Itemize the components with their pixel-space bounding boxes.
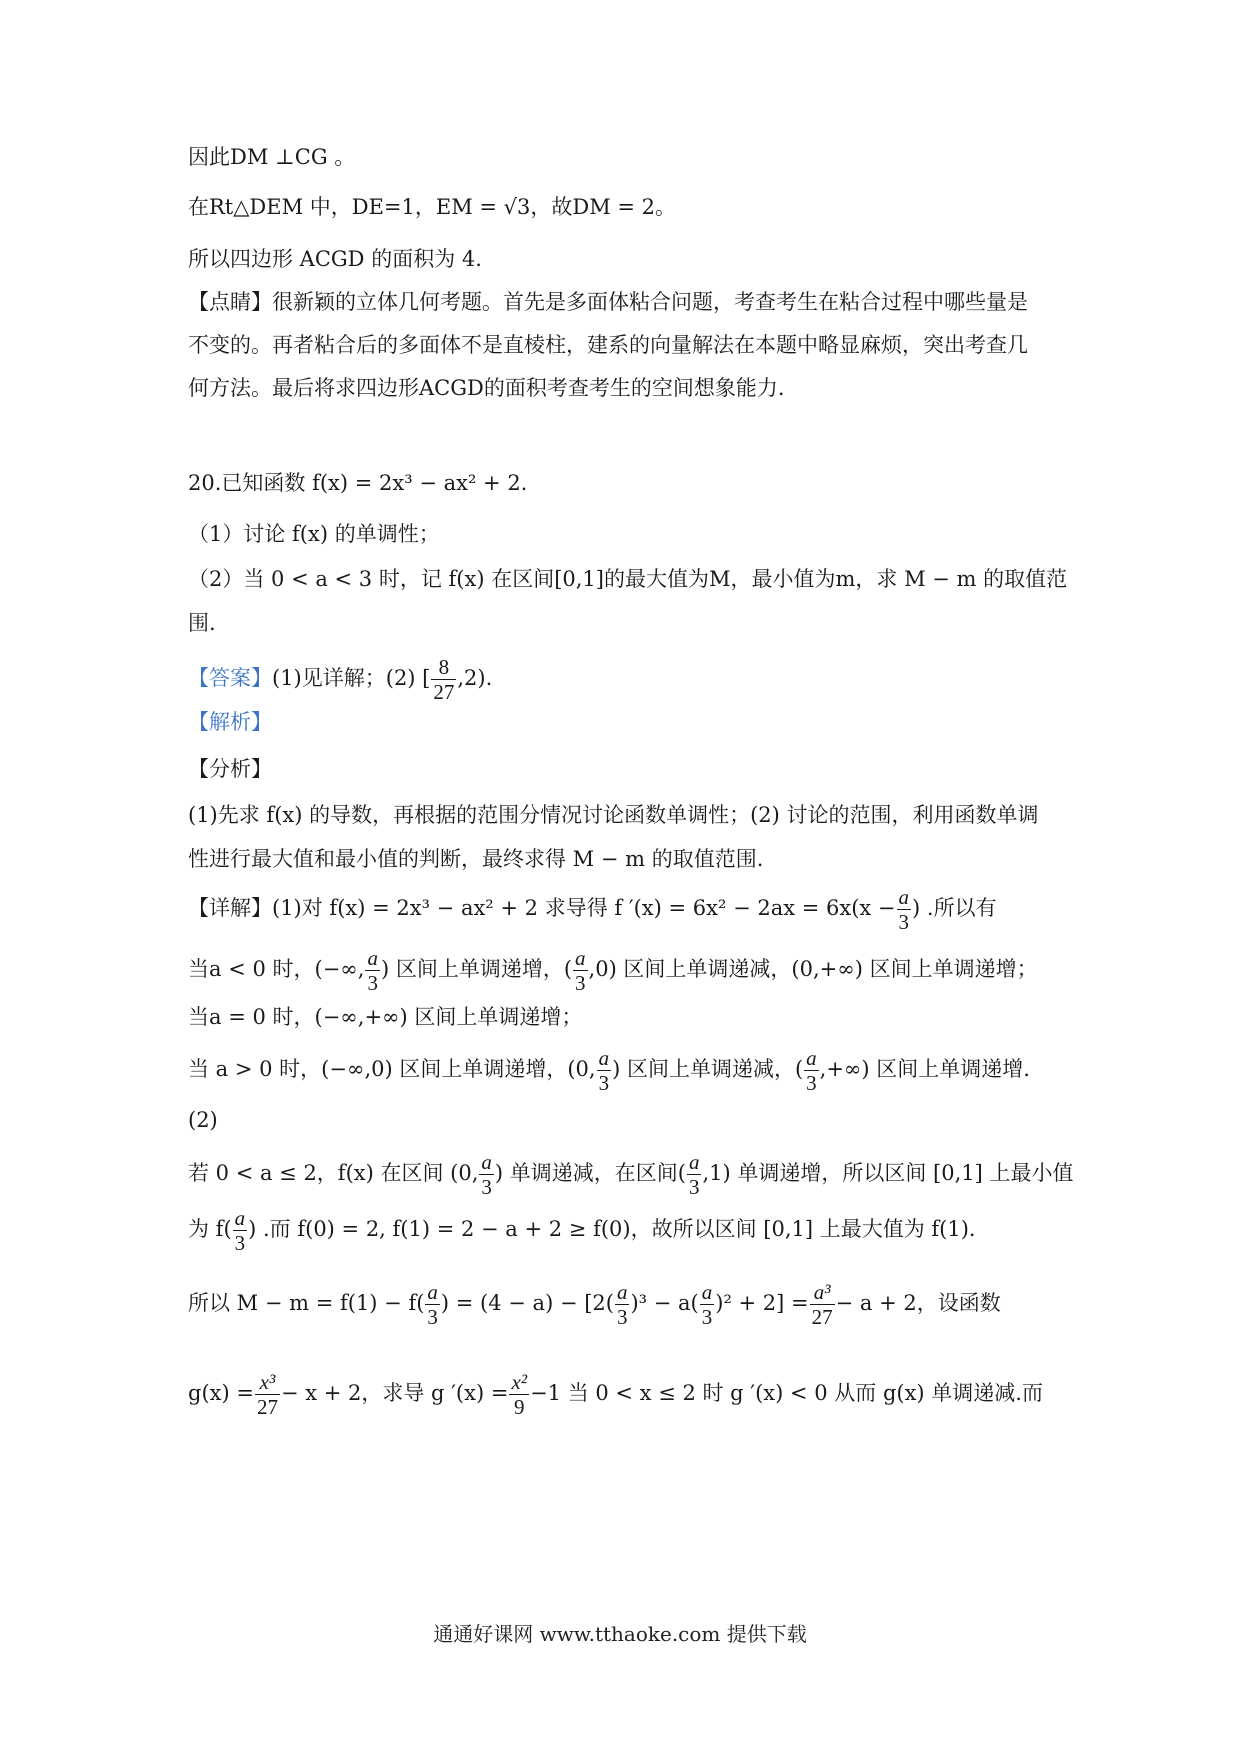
fraction: $\frac{a}{3}$ <box>701 1280 713 1329</box>
fraction: $\frac{a}{3}$ <box>575 946 586 995</box>
answer-line: 【答案】(1)见详解；(2) [ $\frac{8}{27}$ ,2). <box>188 655 493 704</box>
detail-case-a-zero: 当a = 0 时，(−∞,+∞) 区间上单调递增； <box>188 1005 583 1029</box>
fraction: $\frac{a}{3}$ <box>616 1280 628 1329</box>
page-footer: 通通好课网 www.tthaoke.com 提供下载 <box>433 1622 807 1646</box>
text-line-2: 在Rt△DEM 中，DE=1，EM = √3，故DM = 2。 <box>188 195 677 219</box>
detail-line-1: 【详解】(1)对 f(x) = 2x³ − ax² + 2 求导得 f ′(x) = 6x² − 2ax = 6x(x − $\frac{a}{3}$ ) .所以有 <box>188 885 997 934</box>
part-2-case-1: 若 0 < a ≤ 2，f(x) 在区间 (0, $\frac{a}{3}$ ) 单调递减，在区间( $\frac{a}{3}$ ,1) 单调递增，所以区间 [0,1] 上最小值 <box>188 1150 1074 1199</box>
analysis-tag: 【解析】 <box>188 710 272 734</box>
fenxi-heading: 【分析】 <box>188 757 272 781</box>
text-line-5: 不变的。再者粘合后的多面体不是直棱柱，建系的向量解法在本题中略显麻烦，突出考查几 <box>188 333 1028 357</box>
detail-case-a-positive: 当 a > 0 时，(−∞,0) 区间上单调递增，(0, $\frac{a}{3}$ ) 区间上单调递减，( $\frac{a}{3}$ ,+∞) 区间上单调递增. <box>188 1046 1030 1095</box>
fraction: $\frac{a}{3}$ <box>598 1046 610 1095</box>
question-20-part-2-cont: 围. <box>188 611 216 635</box>
fraction: $\frac{a}{3}$ <box>367 946 378 995</box>
part-2-function-g: g(x) = $\frac{\text{x³}}{27}$ − x + 2，求导 g ′(x) = $\frac{\text{x²}}{9}$ −1 当 0 < x ≤ 2 时 g ′(x) < 0 从而 g(x) 单调递减.而 <box>188 1370 1043 1419</box>
fraction: $\frac{a}{3}$ <box>898 885 910 934</box>
text-line-3: 所以四边形 ACGD 的面积为 4. <box>188 247 482 271</box>
fenxi-line-1: (1)先求 f(x) 的导数，再根据的范围分情况讨论函数单调性；(2) 讨论的范围，利用函数单调 <box>188 803 1039 827</box>
fraction: $\frac{a}{3}$ <box>688 1150 700 1199</box>
text-line-4: 【点睛】很新颖的立体几何考题。首先是多面体粘合问题，考查考生在粘合过程中哪些量是 <box>188 290 1028 314</box>
detail-case-a-negative: 当a < 0 时，(−∞, $\frac{a}{3}$ ) 区间上单调递增，( $\frac{a}{3}$ ,0) 区间上单调递减，(0,+∞) 区间上单调递增； <box>188 946 1038 995</box>
part-2-min-max: 为 f( $\frac{a}{3}$ ) .而 f(0) = 2, f(1) = 2 − a + 2 ≥ f(0)，故所以区间 [0,1] 上最大值为 f(1). <box>188 1206 976 1255</box>
fraction: $\frac{\text{a³}}{27}$ <box>811 1280 833 1329</box>
fraction: $\frac{\text{x²}}{9}$ <box>511 1370 528 1419</box>
part-2-label: (2) <box>188 1108 218 1132</box>
question-20-part-2: （2）当 0 < a < 3 时，记 f(x) 在区间[0,1]的最大值为M，最小值为m，求 M − m 的取值范 <box>188 567 1068 591</box>
text-line-6: 何方法。最后将求四边形ACGD的面积考查考生的空间想象能力. <box>188 376 785 400</box>
fraction: $\frac{8}{27}$ <box>433 655 455 704</box>
fraction: $\frac{a}{3}$ <box>234 1206 246 1255</box>
question-20-title: 20.已知函数 f(x) = 2x³ − ax² + 2. <box>188 471 528 495</box>
fraction: $\frac{\text{x³}}{27}$ <box>256 1370 278 1419</box>
fraction: $\frac{a}{3}$ <box>806 1046 817 1095</box>
fenxi-line-2: 性进行最大值和最小值的判断，最终求得 M − m 的取值范围. <box>188 847 764 871</box>
answer-tag: 【答案】 <box>188 666 272 690</box>
part-2-difference: 所以 M − m = f(1) − f( $\frac{a}{3}$ ) = (4 − a) − [2( $\frac{a}{3}$ )³ − a( $\frac{a}{3}$ )² + 2] = $\frac{\text{a³}}{27}$ − a + 2，设函数 <box>188 1280 1001 1329</box>
question-20-part-1: （1）讨论 f(x) 的单调性； <box>188 522 440 546</box>
text-line-1: 因此DM ⊥CG 。 <box>188 145 356 169</box>
fraction: $\frac{a}{3}$ <box>427 1280 438 1329</box>
fraction: $\frac{a}{3}$ <box>481 1150 492 1199</box>
